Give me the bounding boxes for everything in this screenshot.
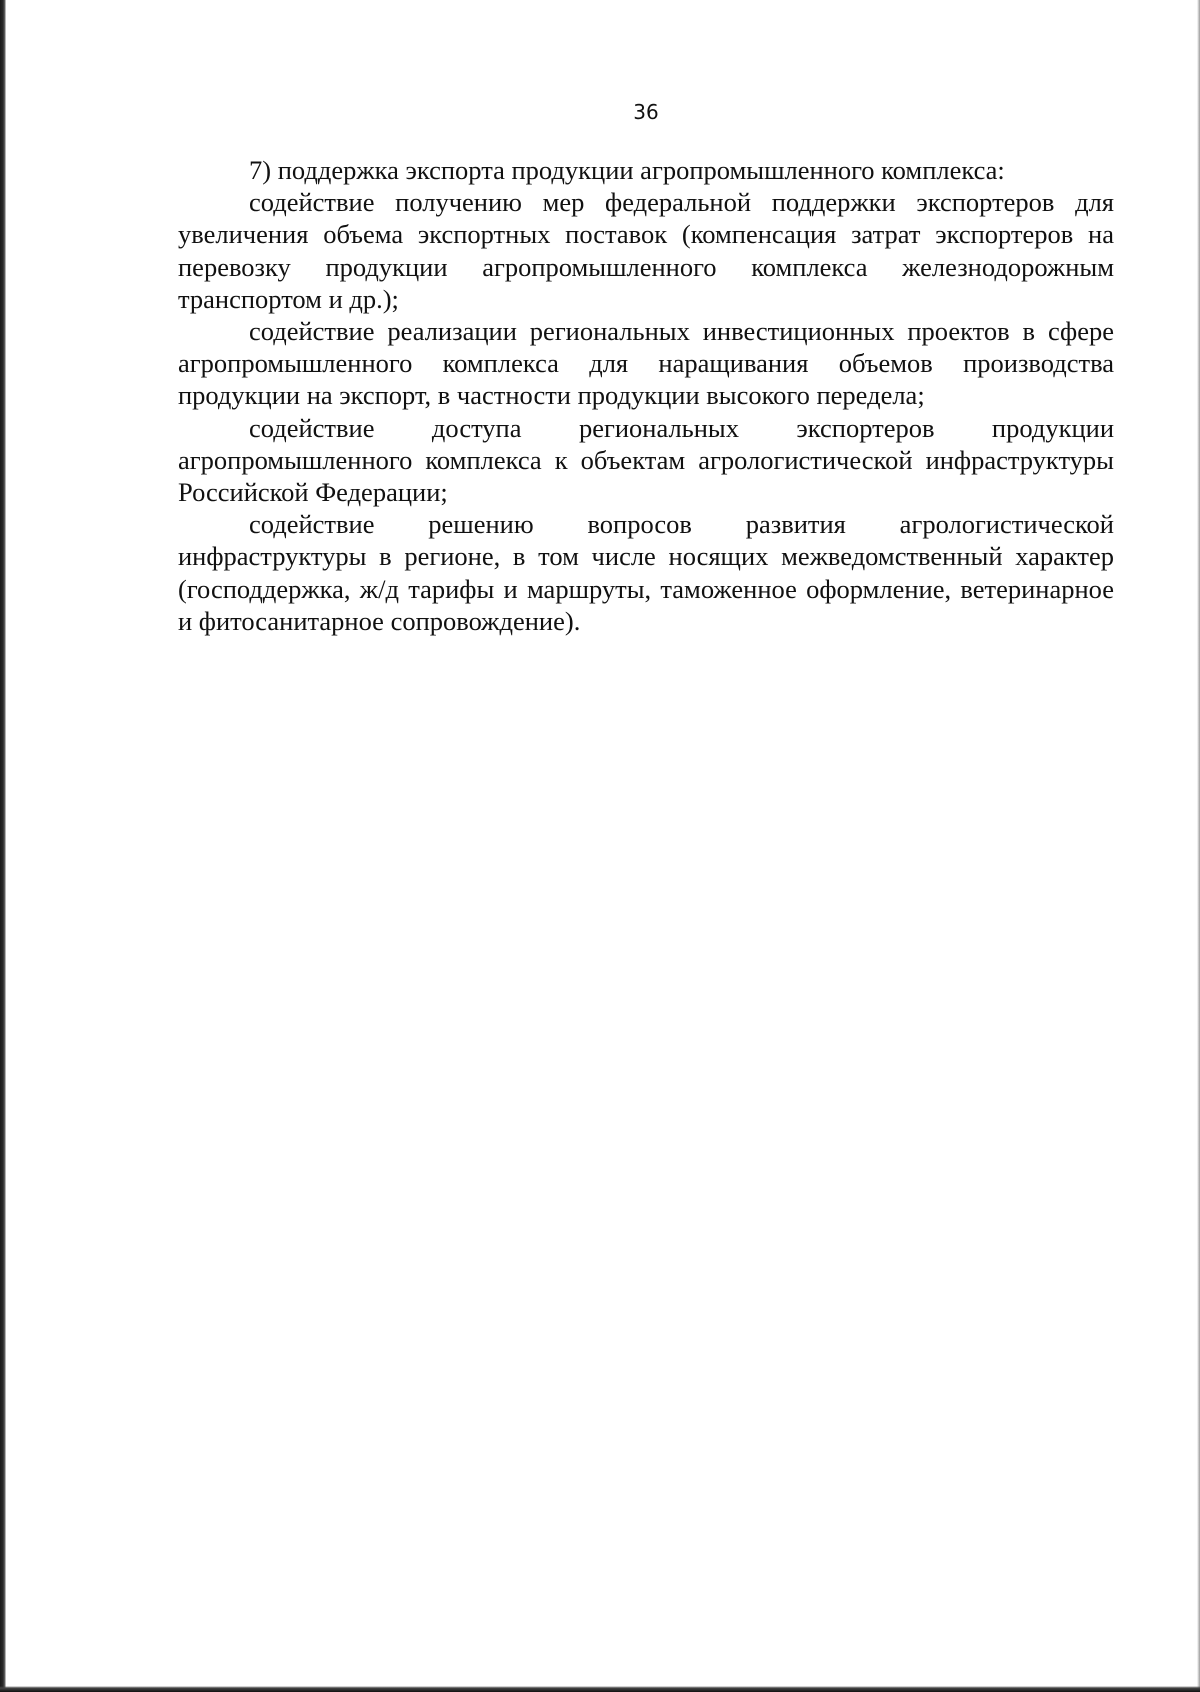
section-heading: 7) поддержка экспорта продукции агропромышленного комплекса: bbox=[249, 155, 1005, 185]
page-number: 36 bbox=[633, 100, 659, 124]
paragraph: содействие доступа региональных экспортеров продукции агропромышленного комплекса к объектам агрологистической инфраструктуры Российской Федерации; bbox=[178, 412, 1114, 508]
scan-edge-bottom bbox=[0, 1686, 1200, 1692]
document-body bbox=[178, 154, 1114, 637]
scan-edge-left bbox=[0, 0, 6, 1692]
paragraph: содействие реализации региональных инвестиционных проектов в сфере агропромышленного комплекса для наращивания объемов производства продукции на экспорт, в частности продукции высокого передела; bbox=[178, 316, 1114, 411]
paragraph: содействие решению вопросов развития агрологистической инфраструктуры в регионе, в том числе носящих межведомственный характер (господдержка, ж/д тарифы и маршруты, таможенное оформление, ветеринарное и фитосанитарное сопровождение). bbox=[178, 509, 1114, 636]
paragraph: содействие получению мер федеральной поддержки экспортеров для увеличения объема экспортных поставок (компенсация затрат экспортеров на перевозку продукции агропромышленного комплекса железнодорожным транспортом и др.); bbox=[178, 187, 1114, 314]
